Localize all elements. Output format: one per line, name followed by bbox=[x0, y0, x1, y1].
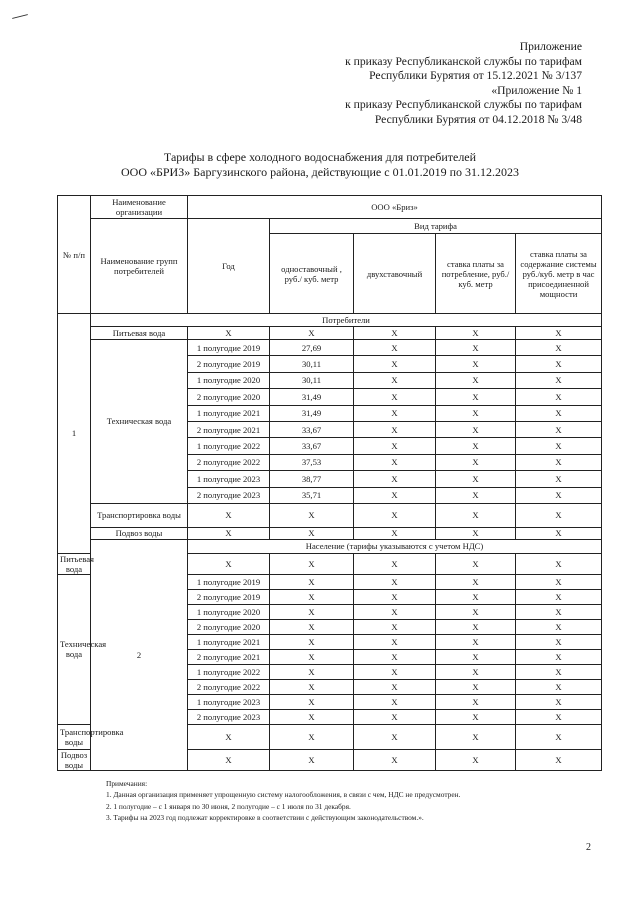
one-rate-value: 33,67 bbox=[270, 438, 354, 454]
section-title: Население (тарифы указываются с учетом НДС) bbox=[188, 539, 602, 553]
tariff-value-cell: Х bbox=[354, 749, 436, 770]
tariff-value-cell: Х bbox=[270, 553, 354, 574]
tariff-value-cell: Х bbox=[436, 749, 516, 770]
one-rate-value: 37,53 bbox=[270, 454, 354, 470]
one-rate-value: 33,67 bbox=[270, 421, 354, 437]
two-rate-value: Х bbox=[354, 340, 436, 356]
tariff-value-cell: Х bbox=[516, 327, 602, 340]
two-rate-value: Х bbox=[354, 694, 436, 709]
consumption-rate-value: Х bbox=[436, 649, 516, 664]
consumption-rate-value: Х bbox=[436, 487, 516, 503]
two-rate-value: Х bbox=[354, 372, 436, 388]
section-title: Потребители bbox=[91, 314, 602, 327]
org-name-cell: ООО «Бриз» bbox=[188, 196, 602, 219]
consumption-rate-value: Х bbox=[436, 340, 516, 356]
consumption-rate-value: Х bbox=[436, 589, 516, 604]
one-rate-value: Х bbox=[270, 589, 354, 604]
consumption-rate-value: Х bbox=[436, 679, 516, 694]
period-cell: 2 полугодие 2022 bbox=[188, 679, 270, 694]
two-rate-value: Х bbox=[354, 471, 436, 487]
capacity-rate-value: Х bbox=[516, 634, 602, 649]
period-cell: 2 полугодие 2023 bbox=[188, 487, 270, 503]
capacity-rate-value: Х bbox=[516, 664, 602, 679]
capacity-rate-value: Х bbox=[516, 340, 602, 356]
tariff-value-cell: Х bbox=[436, 527, 516, 539]
tariff-value-cell: Х bbox=[270, 749, 354, 770]
consumption-rate-value: Х bbox=[436, 604, 516, 619]
period-cell: 2 полугодие 2020 bbox=[188, 619, 270, 634]
capacity-rate-value: Х bbox=[516, 679, 602, 694]
one-rate-value: Х bbox=[270, 619, 354, 634]
period-cell: 1 полугодие 2019 bbox=[188, 574, 270, 589]
period-cell: 2 полугодие 2023 bbox=[188, 709, 270, 724]
tariff-value-cell: Х bbox=[354, 527, 436, 539]
tariff-value-cell: Х bbox=[354, 553, 436, 574]
tariff-value-cell: Х bbox=[354, 724, 436, 749]
period-cell: 2 полугодие 2021 bbox=[188, 421, 270, 437]
notes-heading: Примечания: bbox=[106, 779, 148, 788]
one-rate-value: 35,71 bbox=[270, 487, 354, 503]
capacity-rate-value: Х bbox=[516, 405, 602, 421]
tariff-value-cell: Х bbox=[436, 724, 516, 749]
section-title-row bbox=[58, 314, 602, 327]
tariff-value-cell: Х bbox=[436, 327, 516, 340]
tariff-value-cell: Х bbox=[188, 327, 270, 340]
two-rate-value: Х bbox=[354, 356, 436, 372]
capacity-rate-value: Х bbox=[516, 694, 602, 709]
tariff-table bbox=[57, 195, 602, 771]
capacity-rate-value: Х bbox=[516, 372, 602, 388]
tariff-value-cell: Х bbox=[516, 553, 602, 574]
two-rate-value: Х bbox=[354, 438, 436, 454]
col-header-two-rate: двухставочный bbox=[354, 234, 436, 314]
one-rate-value: 31,49 bbox=[270, 405, 354, 421]
tariff-value-cell: Х bbox=[188, 503, 270, 527]
period-cell: 2 полугодие 2019 bbox=[188, 589, 270, 604]
period-cell: 1 полугодие 2020 bbox=[188, 372, 270, 388]
consumption-rate-value: Х bbox=[436, 438, 516, 454]
two-rate-value: Х bbox=[354, 589, 436, 604]
header-line: к приказу Республиканской службы по тарифам bbox=[345, 54, 582, 68]
consumer-type-label: Техническая вода bbox=[58, 574, 91, 724]
title-line-2: ООО «БРИЗ» Баргузинского района, действующие с 01.01.2019 по 31.12.2023 bbox=[120, 165, 519, 179]
header-line: «Приложение № 1 bbox=[491, 83, 582, 97]
consumer-type-label: Транспортировка воды bbox=[91, 503, 188, 527]
capacity-rate-value: Х bbox=[516, 574, 602, 589]
two-rate-value: Х bbox=[354, 679, 436, 694]
consumption-rate-value: Х bbox=[436, 709, 516, 724]
one-rate-value: Х bbox=[270, 649, 354, 664]
capacity-rate-value: Х bbox=[516, 471, 602, 487]
tariff-value-cell: Х bbox=[354, 503, 436, 527]
col-header-tariff-kind: Вид тарифа bbox=[270, 219, 602, 234]
two-rate-value: Х bbox=[354, 574, 436, 589]
consumption-rate-value: Х bbox=[436, 619, 516, 634]
one-rate-value: 38,77 bbox=[270, 471, 354, 487]
tariff-value-cell: Х bbox=[516, 503, 602, 527]
one-rate-value: Х bbox=[270, 664, 354, 679]
two-rate-value: Х bbox=[354, 634, 436, 649]
table-header-row bbox=[58, 219, 602, 234]
period-cell: 1 полугодие 2023 bbox=[188, 694, 270, 709]
period-cell: 1 полугодие 2022 bbox=[188, 664, 270, 679]
consumption-rate-value: Х bbox=[436, 356, 516, 372]
two-rate-value: Х bbox=[354, 604, 436, 619]
col-header-rowno: № п/п bbox=[58, 196, 91, 314]
document-title bbox=[0, 150, 640, 180]
title-line-1: Тарифы в сфере холодного водоснабжения для потребителей bbox=[163, 150, 477, 164]
consumption-rate-value: Х bbox=[436, 405, 516, 421]
table-header-row bbox=[58, 196, 602, 219]
consumption-rate-value: Х bbox=[436, 634, 516, 649]
water-delivery-row bbox=[58, 527, 602, 539]
one-rate-value: 27,69 bbox=[270, 340, 354, 356]
one-rate-value: Х bbox=[270, 634, 354, 649]
two-rate-value: Х bbox=[354, 664, 436, 679]
consumer-type-label: Техническая вода bbox=[91, 340, 188, 504]
period-cell: 1 полугодие 2022 bbox=[188, 438, 270, 454]
capacity-rate-value: Х bbox=[516, 421, 602, 437]
one-rate-value: 30,11 bbox=[270, 356, 354, 372]
capacity-rate-value: Х bbox=[516, 487, 602, 503]
page-number: 2 bbox=[586, 842, 591, 853]
two-rate-value: Х bbox=[354, 709, 436, 724]
section-title-row bbox=[58, 539, 602, 553]
one-rate-value: 30,11 bbox=[270, 372, 354, 388]
consumer-type-label: Питьевая вода bbox=[58, 553, 91, 574]
capacity-rate-value: Х bbox=[516, 389, 602, 405]
tariff-value-cell: Х bbox=[270, 503, 354, 527]
consumer-type-label: Питьевая вода bbox=[91, 327, 188, 340]
notes bbox=[106, 778, 460, 824]
header-line: Республики Бурятия от 04.12.2018 № 3/48 bbox=[374, 112, 582, 126]
one-rate-value: Х bbox=[270, 679, 354, 694]
tariff-value-cell: Х bbox=[188, 553, 270, 574]
capacity-rate-value: Х bbox=[516, 649, 602, 664]
tariff-value-cell: Х bbox=[270, 327, 354, 340]
consumption-rate-value: Х bbox=[436, 421, 516, 437]
tariff-value-cell: Х bbox=[270, 724, 354, 749]
period-cell: 2 полугодие 2022 bbox=[188, 454, 270, 470]
capacity-rate-value: Х bbox=[516, 604, 602, 619]
period-cell: 1 полугодие 2019 bbox=[188, 340, 270, 356]
period-cell: 1 полугодие 2023 bbox=[188, 471, 270, 487]
technical-water-row bbox=[58, 340, 602, 356]
one-rate-value: Х bbox=[270, 694, 354, 709]
col-header-group: Наименование групп потребителей bbox=[91, 219, 188, 314]
period-cell: 1 полугодие 2021 bbox=[188, 634, 270, 649]
note-item: 3. Тарифы на 2023 год подлежат корректировке в соответствии с действующим законодательством.». bbox=[106, 813, 424, 823]
tariff-value-cell: Х bbox=[354, 327, 436, 340]
tariff-value-cell: Х bbox=[516, 749, 602, 770]
two-rate-value: Х bbox=[354, 619, 436, 634]
consumption-rate-value: Х bbox=[436, 389, 516, 405]
col-header-consumption-rate: ставка платы за потребление, руб./ куб. метр bbox=[436, 234, 516, 314]
two-rate-value: Х bbox=[354, 487, 436, 503]
tariff-value-cell: Х bbox=[436, 553, 516, 574]
col-header-one-rate: одноставочный , руб./ куб. метр bbox=[270, 234, 354, 314]
capacity-rate-value: Х bbox=[516, 589, 602, 604]
capacity-rate-value: Х bbox=[516, 709, 602, 724]
row-number: 2 bbox=[91, 539, 188, 770]
one-rate-value: Х bbox=[270, 709, 354, 724]
header-line: к приказу Республиканской службы по тарифам bbox=[345, 98, 582, 112]
capacity-rate-value: Х bbox=[516, 438, 602, 454]
one-rate-value: 31,49 bbox=[270, 389, 354, 405]
capacity-rate-value: Х bbox=[516, 356, 602, 372]
two-rate-value: Х bbox=[354, 405, 436, 421]
tariff-value-cell: Х bbox=[516, 527, 602, 539]
two-rate-value: Х bbox=[354, 389, 436, 405]
note-item: 1. Данная организация применяет упрощенную систему налогообложения, в связи с чем, НДС не предусмотрен. bbox=[106, 790, 461, 800]
capacity-rate-value: Х bbox=[516, 454, 602, 470]
consumer-type-label: Транспортировка воды bbox=[58, 724, 91, 749]
one-rate-value: Х bbox=[270, 604, 354, 619]
tariff-value-cell: Х bbox=[436, 503, 516, 527]
document-header bbox=[345, 40, 582, 128]
row-number: 1 bbox=[58, 314, 91, 554]
capacity-rate-value: Х bbox=[516, 619, 602, 634]
consumption-rate-value: Х bbox=[436, 372, 516, 388]
scan-mark bbox=[12, 14, 28, 19]
period-cell: 2 полугодие 2021 bbox=[188, 649, 270, 664]
consumption-rate-value: Х bbox=[436, 694, 516, 709]
tariff-value-cell: Х bbox=[516, 724, 602, 749]
water-transport-row bbox=[58, 503, 602, 527]
header-line: Республики Бурятия от 15.12.2021 № 3/137 bbox=[369, 69, 582, 83]
header-line: Приложение bbox=[519, 40, 582, 53]
consumption-rate-value: Х bbox=[436, 664, 516, 679]
note-item: 2. 1 полугодие – с 1 января по 30 июня, 2 полугодие – с 1 июля по 31 декабря. bbox=[106, 801, 351, 811]
tariff-value-cell: Х bbox=[188, 724, 270, 749]
consumption-rate-value: Х bbox=[436, 574, 516, 589]
consumer-type-label: Подвоз воды bbox=[58, 749, 91, 770]
consumer-type-label: Подвоз воды bbox=[91, 527, 188, 539]
two-rate-value: Х bbox=[354, 421, 436, 437]
consumption-rate-value: Х bbox=[436, 454, 516, 470]
col-header-year: Год bbox=[188, 219, 270, 314]
col-header-org: Наименование организации bbox=[91, 196, 188, 219]
two-rate-value: Х bbox=[354, 454, 436, 470]
consumption-rate-value: Х bbox=[436, 471, 516, 487]
two-rate-value: Х bbox=[354, 649, 436, 664]
tariff-value-cell: Х bbox=[188, 527, 270, 539]
one-rate-value: Х bbox=[270, 574, 354, 589]
tariff-value-cell: Х bbox=[188, 749, 270, 770]
col-header-capacity-rate: ставка платы за содержание системы руб./куб. метр в час присоединенной мощности bbox=[516, 234, 602, 314]
period-cell: 1 полугодие 2020 bbox=[188, 604, 270, 619]
period-cell: 1 полугодие 2021 bbox=[188, 405, 270, 421]
period-cell: 2 полугодие 2019 bbox=[188, 356, 270, 372]
drinking-water-row bbox=[58, 327, 602, 340]
period-cell: 2 полугодие 2020 bbox=[188, 389, 270, 405]
tariff-value-cell: Х bbox=[270, 527, 354, 539]
